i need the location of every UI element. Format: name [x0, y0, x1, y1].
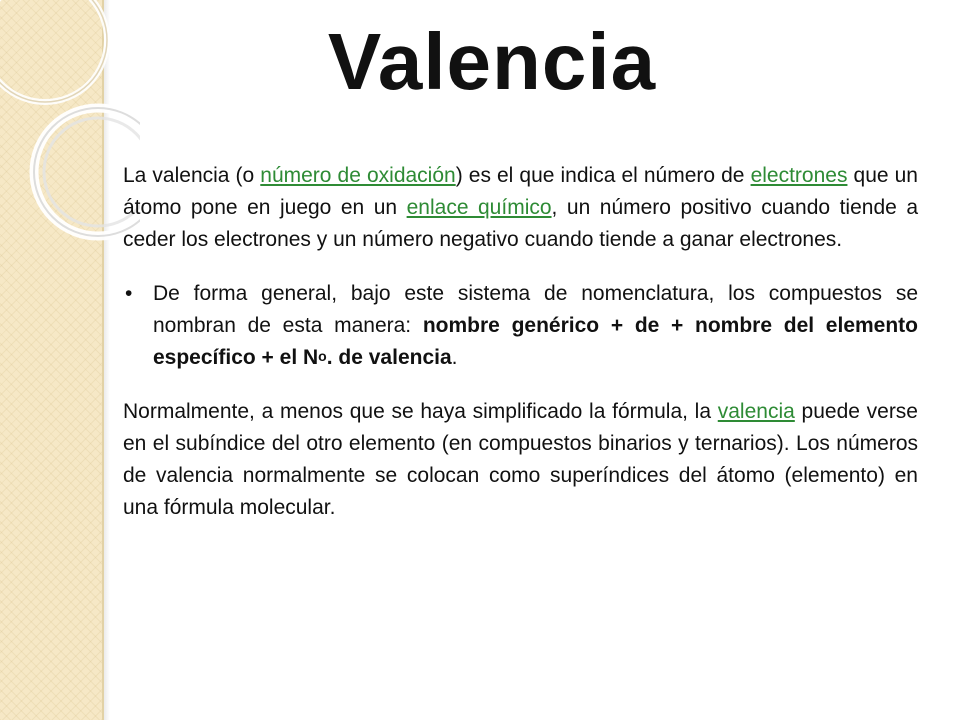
paragraph-text: que un átomo pone en juego en un [123, 164, 918, 219]
bullet-end: . [451, 346, 458, 369]
bullet-bold-superscript: o [318, 348, 327, 364]
bullet-bold-tail: . de valencia [326, 346, 452, 369]
link-electrones[interactable]: electrones [750, 164, 848, 187]
side-panel-shadow [104, 0, 110, 720]
bullet-item [123, 278, 918, 374]
paragraph-text: puede verse en el subíndice del otro elemento (en compuestos binarios y ternarios). Los números de valencia normalmente se colocan como superíndices del átomo (elemento) en una fórmula molecular. [123, 400, 918, 519]
link-numero-de-oxidacion[interactable]: número de oxidación [260, 164, 456, 187]
paragraph-definition [123, 160, 918, 256]
bullet-bold-main: nombre genérico + de + nombre del elemento específico + el N [153, 314, 919, 369]
bullet-marker: • [125, 282, 133, 305]
slide-content [123, 160, 918, 524]
paragraph-text: Normalmente, a menos que se haya simplificado la fórmula, la [123, 400, 718, 423]
paragraph-usage [123, 396, 918, 524]
link-valencia[interactable]: valencia [717, 400, 795, 423]
paragraph-text: ) es el que indica el número de [455, 164, 751, 187]
link-enlace-quimico[interactable]: enlace químico [406, 196, 552, 219]
page-title: Valencia [327, 17, 657, 106]
paragraph-text: La valencia (o [123, 164, 261, 187]
decorative-side-panel [0, 0, 104, 720]
bullet-text: De forma general, bajo este sistema de nomenclatura, los compuestos se nombran de esta manera: [153, 282, 918, 337]
paragraph-text: , un número positivo cuando tiende a ceder los electrones y un número negativo cuando tiende a ganar electrones. [123, 196, 919, 251]
